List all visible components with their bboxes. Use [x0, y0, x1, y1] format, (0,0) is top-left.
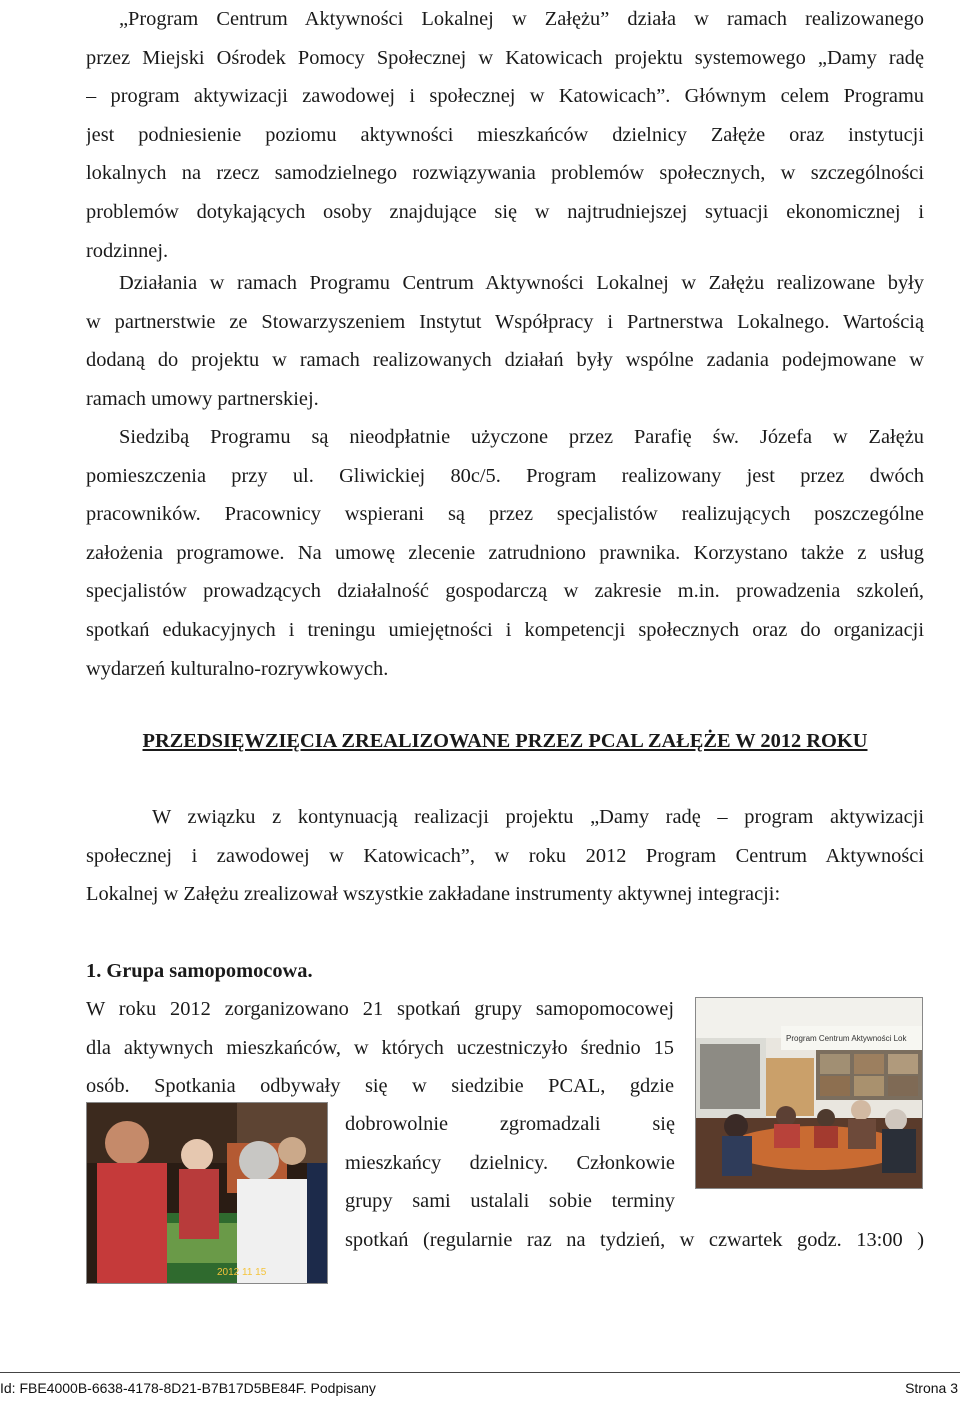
text-line: dobrowolnie zgromadzali się	[345, 1113, 675, 1135]
subsection-title: 1. Grupa samopomocowa.	[86, 960, 313, 982]
footer-divider	[0, 1372, 960, 1373]
footer-document-id: Id: FBE4000B-6638-4178-8D21-B7B17D5BE84F. Podpisany	[0, 1380, 376, 1396]
text-line: lokalnych na rzecz samodzielnego rozwiązywania problemów społecznych, w szczególności	[86, 162, 924, 185]
text-line: jest podniesienie poziomu aktywności mieszkańców dzielnicy Załęże oraz instytucji	[86, 123, 924, 146]
text-line: wydarzeń kulturalno-rozrywkowych.	[86, 657, 389, 680]
text-line: spotkań (regularnie raz na tydzień, w czwartek godz. 13:00 )	[345, 1229, 924, 1251]
wall-sign-text: Program Centrum Aktywności Lok	[786, 1034, 907, 1043]
section1-text-last	[345, 1221, 924, 1260]
text-line: problemów dotykających osoby znajdujące się w najtrudniejszej sytuacji ekonomicznej i	[86, 200, 924, 223]
paragraph-continuation	[86, 798, 924, 914]
text-line: specjalistów prowadzących działalność gospodarczą w zakresie m.in. prowadzenia szkoleń,	[86, 580, 924, 603]
text-line: Siedzibą Programu są nieodpłatnie użyczone przez Parafię św. Józefa w Załężu	[119, 426, 924, 448]
text-line: pomieszczenia przy ul. Gliwickiej 80c/5. Program realizowany jest przez dwóch	[86, 464, 924, 487]
text-line: rodzinnej.	[86, 239, 169, 262]
text-line: w partnerstwie ze Stowarzyszeniem Instytut Współpracy i Partnerstwa Lokalnego. Wartością	[86, 310, 924, 333]
section-heading	[86, 722, 924, 760]
footer-page-number: Strona 3	[905, 1380, 958, 1396]
paragraph-partnership	[86, 264, 924, 418]
paragraph-seat	[86, 418, 924, 688]
section1-text-top	[86, 990, 674, 1106]
text-line: Działania w ramach Programu Centrum Aktywności Lokalnej w Załężu realizowane były	[119, 272, 924, 294]
section1-text-mid	[345, 1105, 675, 1221]
text-line: społecznej i zawodowej w Katowicach”, w roku 2012 Program Centrum Aktywności	[86, 844, 924, 867]
text-line: dodaną do projektu w ramach realizowanych działań były wspólne zadania podejmowane w	[86, 349, 924, 372]
text-line: dla aktywnych mieszkańców, w których uczestniczyło średnio 15	[86, 1036, 674, 1059]
text-line: „Program Centrum Aktywności Lokalnej w Załężu” działa w ramach realizowanego	[119, 8, 924, 30]
text-line: Lokalnej w Załężu zrealizował wszystkie zakładane instrumenty aktywnej integracji:	[86, 883, 781, 906]
text-line: – program aktywizacji zawodowej i społecznej w Katowicach”. Głównym celem Programu	[86, 85, 924, 108]
text-line: przez Miejski Ośrodek Pomocy Społecznej w Katowicach projektu systemowego „Damy radę	[86, 46, 924, 69]
photo-date-stamp: 2012 11 15	[217, 1267, 267, 1278]
meeting-room-photo	[695, 997, 923, 1189]
text-line: W roku 2012 zorganizowano 21 spotkań grupy samopomocowej	[86, 998, 674, 1020]
text-line: W związku z kontynuacją realizacji projektu „Damy radę – program aktywizacji	[152, 806, 924, 828]
text-line: grupy sami ustalali sobie terminy	[345, 1190, 675, 1213]
group-activity-image	[87, 1103, 327, 1283]
text-line: ramach umowy partnerskiej.	[86, 387, 319, 410]
paragraph-intro	[86, 0, 924, 270]
heading-text: PRZEDSIĘWZIĘCIA ZREALIZOWANE PRZEZ PCAL ZAŁĘŻE W 2012 ROKU	[142, 730, 868, 752]
text-line: osób. Spotkania odbywały się w siedzibie PCAL, gdzie	[86, 1075, 674, 1098]
text-line: mieszkańcy dzielnicy. Członkowie	[345, 1151, 675, 1174]
meeting-room-image	[696, 998, 922, 1188]
text-line: spotkań edukacyjnych i treningu umiejętności i kompetencji społecznych oraz do organizacji	[86, 618, 924, 641]
text-line: pracowników. Pracownicy wspierani są przez specjalistów realizujących poszczególne	[86, 503, 924, 526]
group-activity-photo	[86, 1102, 328, 1284]
text-line: założenia programowe. Na umowę zlecenie zatrudniono prawnika. Korzystano także z usług	[86, 541, 924, 564]
